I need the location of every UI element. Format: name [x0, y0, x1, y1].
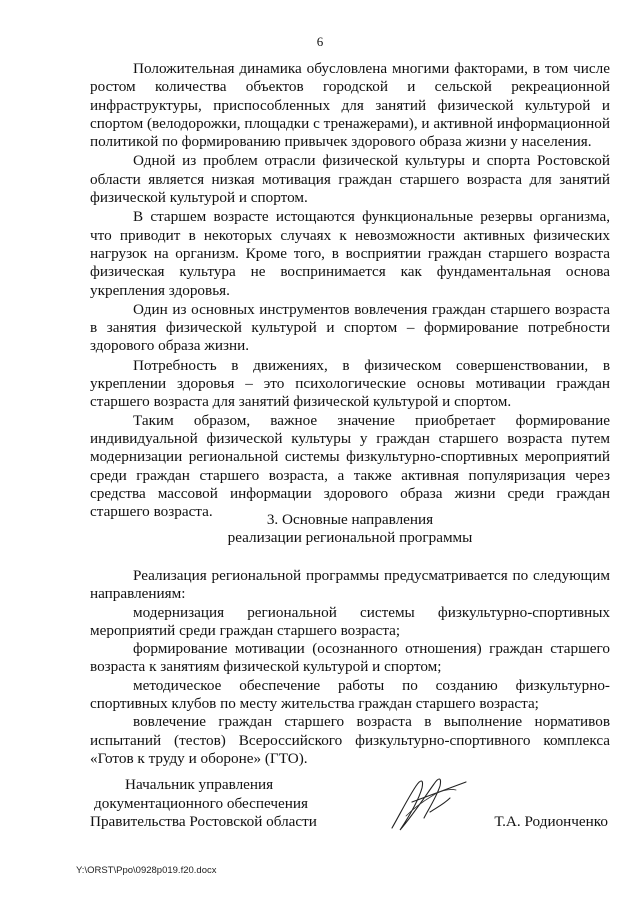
file-path-footer: Y:\ORST\Ppo\0928p019.f20.docx	[76, 865, 217, 876]
directions-list	[90, 567, 610, 768]
handwritten-signature	[378, 768, 474, 840]
section-title	[90, 511, 610, 548]
list-item: методическое обеспечение работы по созданию физкультурно-спортивных клубов по месту жительства граждан старшего возраста;	[90, 676, 610, 713]
list-item: вовлечение граждан старшего возраста в выполнение нормативов испытаний (тестов) Всероссийского физкультурно-спортивного комплекса «Готов к труду и обороне» (ГТО).	[90, 713, 610, 767]
directions-intro: Реализация региональной программы предусматривается по следующим направлениям:	[90, 567, 610, 603]
list-item: модернизация региональной системы физкультурно-спортивных мероприятий среди граждан старшего возраста;	[90, 603, 610, 639]
list-item: формирование мотивации (осознанного отношения) граждан старшего возраста к занятиям физической культурой и спортом;	[90, 640, 610, 676]
paragraph: Положительная динамика обусловлена многими факторами, в том числе ростом количества объектов городской и сельской рекреационной инфраструктуры, приспособленных для занятий физической культурой и спортом (велодорожки, площадки с тренажерами), и активной информационной политикой по формированию привычек здорового образа жизни у населения.	[90, 60, 610, 151]
position-line: документационного обеспечения	[94, 794, 308, 812]
signatory-name: Т.А. Родионченко	[494, 813, 608, 830]
signatory-position	[90, 776, 350, 832]
section-title-line: реализации региональной программы	[227, 529, 473, 547]
paragraph: Потребность в движениях, в физическом совершенствовании, в укреплении здоровья – это психологические основы мотивации граждан старшего возраста для занятий физической культурой и спортом.	[90, 356, 610, 411]
position-line: Правительства Ростовской области	[90, 813, 317, 830]
paragraph: Таким образом, важное значение приобретает формирование индивидуальной физической культуры у граждан старшего возраста путем модернизации региональной системы физкультурно-спортивных мероприятий среди граждан старшего возраста, а также активная популяризация через средства массовой информации здорового образа жизни среди граждан старшего возраста.	[90, 411, 610, 521]
body-text	[90, 60, 610, 521]
section-title-line: 3. Основные направления	[266, 511, 434, 528]
page-number: 6	[316, 34, 324, 49]
paragraph: Один из основных инструментов вовлечения граждан старшего возраста в занятия физической культурой и спортом – формирование потребности здорового образа жизни.	[90, 300, 610, 355]
position-line: Начальник управления	[125, 776, 274, 793]
paragraph: В старшем возрасте истощаются функциональные резервы организма, что приводит в некоторых случаях к невозможности активных физических нагрузок на организм. Кроме того, в восприятии граждан старшего возраста физическая культура не воспринимается как фундаментальная основа укрепления здоровья.	[90, 208, 610, 299]
paragraph: Одной из проблем отрасли физической культуры и спорта Ростовской области является низкая мотивация граждан старшего возраста для занятий физической культурой и спортом.	[90, 152, 610, 207]
